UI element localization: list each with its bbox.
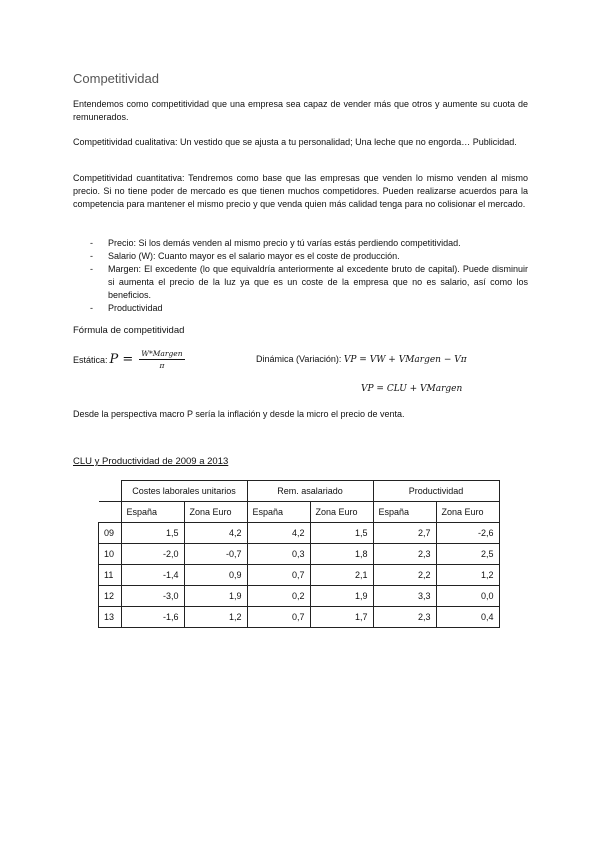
list-item bbox=[90, 263, 528, 302]
list-item bbox=[90, 250, 528, 263]
formula-heading: Fórmula de competitividad bbox=[73, 325, 185, 336]
list-item-text: Salario (W): Cuanto mayor es el salario mayor es el coste de producción. bbox=[108, 251, 400, 261]
value-cell: 3,3 bbox=[373, 586, 436, 607]
group-header: Costes laborales unitarios bbox=[121, 481, 247, 502]
value-cell: -2,6 bbox=[436, 523, 499, 544]
intro-paragraph: Entendemos como competitividad que una empresa sea capaz de vender más que otros y aumente su cuota de remunerados. bbox=[73, 99, 528, 122]
value-cell: 2,1 bbox=[310, 565, 373, 586]
bullet-dash: - bbox=[90, 264, 93, 274]
year-cell: 12 bbox=[99, 586, 122, 607]
value-cell: 1,5 bbox=[310, 523, 373, 544]
table-title: CLU y Productividad de 2009 a 2013 bbox=[73, 456, 229, 467]
column-header: España bbox=[373, 502, 436, 523]
column-header: Zona Euro bbox=[436, 502, 499, 523]
value-cell: 2,2 bbox=[373, 565, 436, 586]
value-cell: 1,9 bbox=[310, 586, 373, 607]
static-fraction bbox=[139, 349, 184, 370]
bullet-dash: - bbox=[90, 238, 93, 248]
fraction-numerator: W*Margen bbox=[141, 349, 183, 358]
year-cell: 11 bbox=[99, 565, 122, 586]
list-item bbox=[90, 237, 528, 250]
value-cell: 1,9 bbox=[184, 586, 247, 607]
table-row bbox=[99, 586, 500, 607]
dynamic-equation: VP = VW + VMargen − Vπ bbox=[343, 355, 467, 365]
year-cell: 09 bbox=[99, 523, 122, 544]
value-cell: -3,0 bbox=[121, 586, 184, 607]
value-cell: 0,4 bbox=[436, 607, 499, 628]
value-cell: 1,8 bbox=[310, 544, 373, 565]
clu-productivity-table bbox=[98, 480, 500, 628]
value-cell: 0,7 bbox=[247, 565, 310, 586]
page-title: Competitividad bbox=[73, 71, 159, 86]
subheader-row bbox=[99, 502, 500, 523]
value-cell: 0,2 bbox=[247, 586, 310, 607]
group-header: Productividad bbox=[373, 481, 499, 502]
list-item-text: Precio: Si los demás venden al mismo precio y tú varías estás perdiendo competitividad. bbox=[108, 238, 461, 248]
list-item bbox=[90, 302, 528, 315]
column-header: Zona Euro bbox=[310, 502, 373, 523]
qualitative-paragraph: Competitividad cualitativa: Un vestido que se ajusta a tu personalidad; Una leche que no engorda… Publicidad. bbox=[73, 137, 517, 147]
value-cell: -1,6 bbox=[121, 607, 184, 628]
bullet-dash: - bbox=[90, 303, 93, 313]
empty-corner-cell bbox=[99, 481, 122, 502]
value-cell: 2,3 bbox=[373, 544, 436, 565]
value-cell: 0,7 bbox=[247, 607, 310, 628]
group-header: Rem. asalariado bbox=[247, 481, 373, 502]
empty-corner-cell bbox=[99, 502, 122, 523]
quantitative-paragraph: Competitividad cuantitativa: Tendremos como base que las empresas que venden lo mismo venden al mismo precio. Si no tiene poder de mercado es que tienen muchos competidores. Pueden realizarse acuerdos para la competencia para mantener el mismo precio y que venda quien más calidad tenga para no colisionar el mercado. bbox=[73, 173, 528, 209]
list-item-text: Margen: El excedente (lo que equivaldría anteriormente al excedente bruto de capital). Puede disminuir si aumenta el precio de la luz ya que es un coste de la empresa que no es salario, así como los beneficios. bbox=[108, 264, 528, 300]
value-cell: -1,4 bbox=[121, 565, 184, 586]
value-cell: 0,9 bbox=[184, 565, 247, 586]
value-cell: 2,3 bbox=[373, 607, 436, 628]
year-cell: 10 bbox=[99, 544, 122, 565]
table-row bbox=[99, 544, 500, 565]
static-label: Estática: bbox=[73, 354, 108, 365]
macro-paragraph: Desde la perspectiva macro P sería la inflación y desde la micro el precio de venta. bbox=[73, 409, 405, 419]
column-header: España bbox=[247, 502, 310, 523]
table-row bbox=[99, 523, 500, 544]
table-row bbox=[99, 565, 500, 586]
list-item-text: Productividad bbox=[108, 303, 163, 313]
value-cell: 1,5 bbox=[121, 523, 184, 544]
dynamic-label: Dinámica (Variación): bbox=[256, 354, 342, 364]
year-cell: 13 bbox=[99, 607, 122, 628]
value-cell: -2,0 bbox=[121, 544, 184, 565]
dynamic-equation-clu: VP = CLU + VMargen bbox=[361, 384, 463, 394]
column-header: Zona Euro bbox=[184, 502, 247, 523]
value-cell: 4,2 bbox=[184, 523, 247, 544]
column-header: España bbox=[121, 502, 184, 523]
value-cell: 0,3 bbox=[247, 544, 310, 565]
value-cell: 1,7 bbox=[310, 607, 373, 628]
dynamic-formula bbox=[256, 354, 467, 365]
value-cell: 2,5 bbox=[436, 544, 499, 565]
value-cell: 0,0 bbox=[436, 586, 499, 607]
value-cell: 4,2 bbox=[247, 523, 310, 544]
fraction-denominator: π bbox=[159, 361, 165, 370]
value-cell: -0,7 bbox=[184, 544, 247, 565]
static-formula bbox=[73, 349, 185, 370]
table-row bbox=[99, 607, 500, 628]
value-cell: 1,2 bbox=[436, 565, 499, 586]
value-cell: 1,2 bbox=[184, 607, 247, 628]
bullet-dash: - bbox=[90, 251, 93, 261]
value-cell: 2,7 bbox=[373, 523, 436, 544]
factor-list bbox=[90, 237, 528, 315]
group-header-row bbox=[99, 481, 500, 502]
static-lhs: P = bbox=[109, 352, 134, 367]
